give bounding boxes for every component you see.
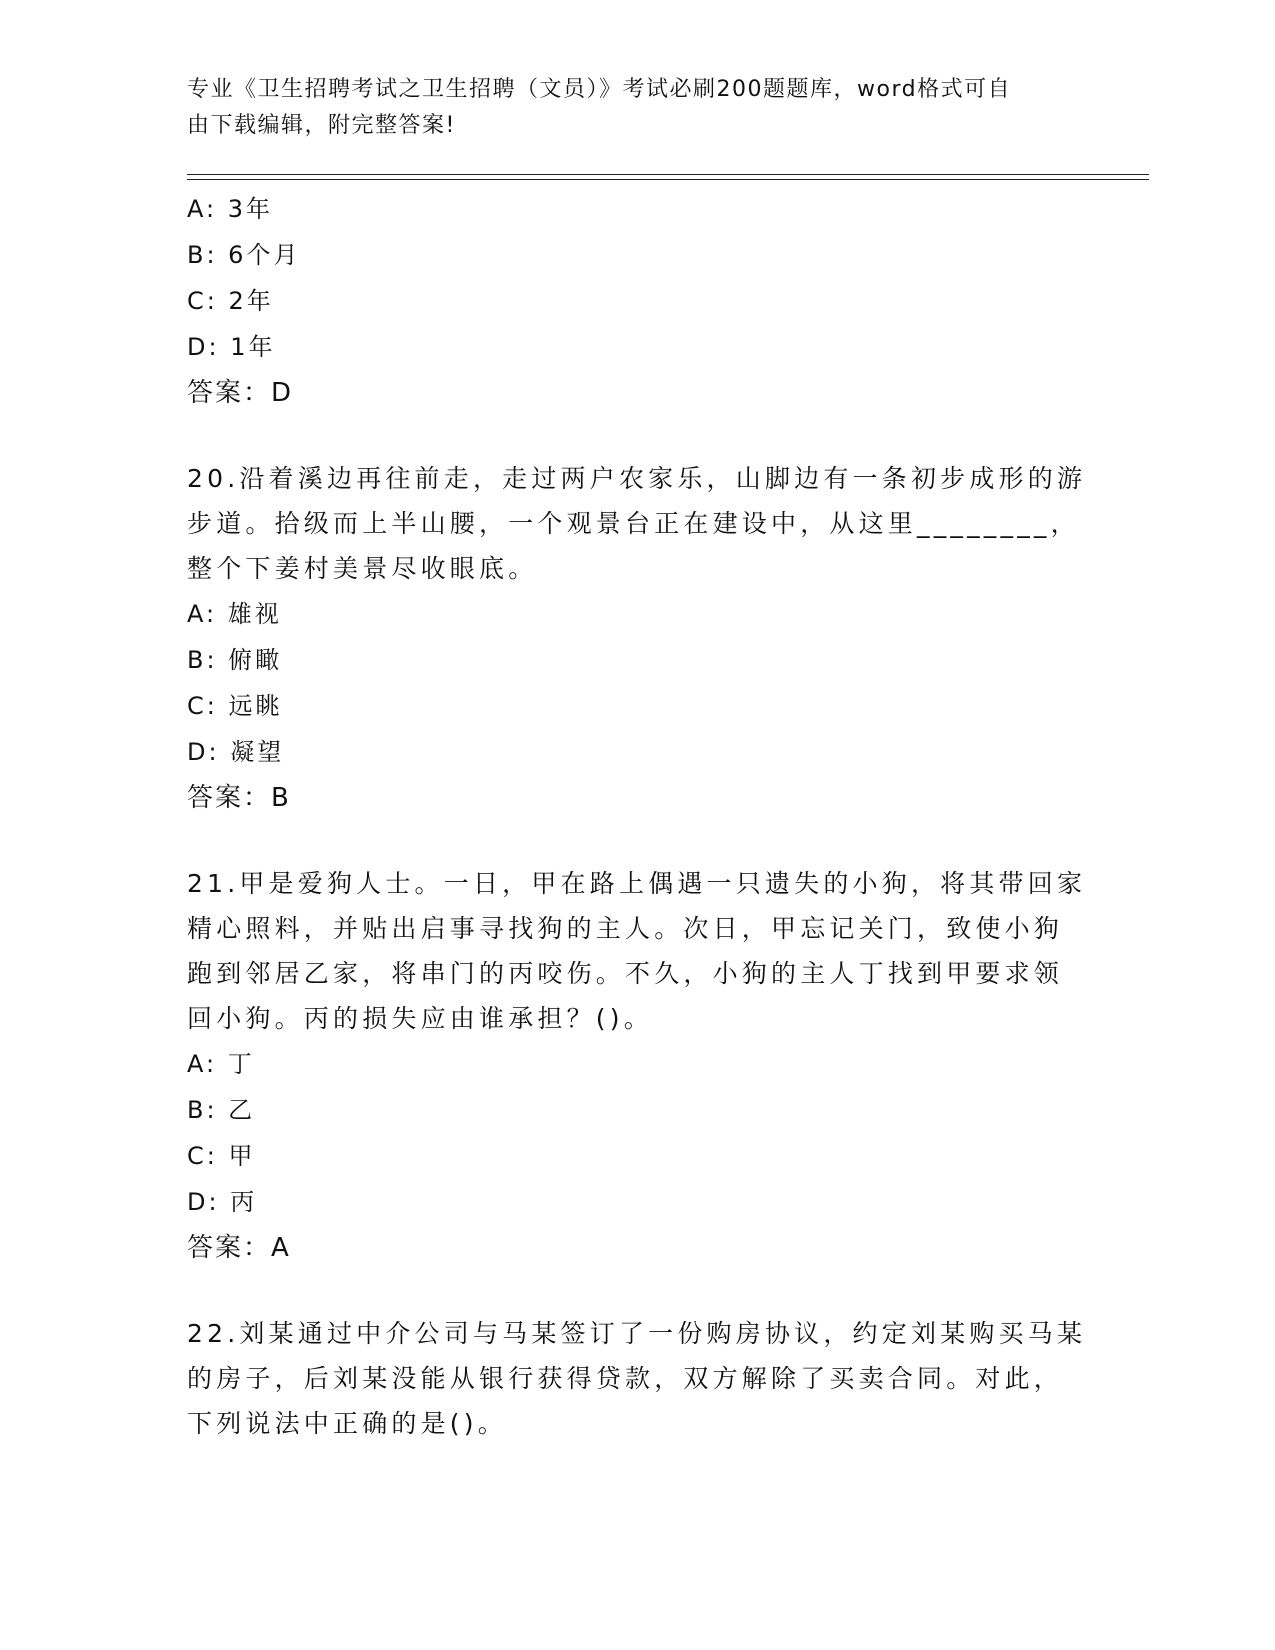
option-a: A: 雄视 bbox=[187, 600, 282, 628]
answer: 答案：D bbox=[187, 378, 294, 408]
header-divider-top bbox=[187, 174, 1149, 175]
answer: 答案：A bbox=[187, 1233, 291, 1263]
option-b: B: 6个月 bbox=[187, 241, 301, 269]
answer: 答案：B bbox=[187, 783, 291, 813]
stem-line: 整个下姜村美景尽收眼底。 bbox=[187, 554, 538, 583]
stem-line: 步道。拾级而上半山腰，一个观景台正在建设中，从这里________， bbox=[187, 509, 1080, 538]
question-19 bbox=[187, 186, 1087, 416]
stem-line: 22.刘某通过中介公司与马某签订了一份购房协议，约定刘某购买马某 bbox=[187, 1319, 1087, 1348]
question-stem bbox=[187, 861, 1087, 1041]
stem-line: 的房子，后刘某没能从银行获得贷款，双方解除了买卖合同。对此， bbox=[187, 1364, 1064, 1393]
stem-line: 下列说法中正确的是()。 bbox=[187, 1409, 507, 1438]
option-a: A: 3年 bbox=[187, 195, 273, 223]
option-c: C: 2年 bbox=[187, 287, 274, 315]
stem-line: 20.沿着溪边再往前走，走过两户农家乐，山脚边有一条初步成形的游 bbox=[187, 464, 1087, 493]
spacer bbox=[187, 821, 1087, 861]
option-a: A: 丁 bbox=[187, 1050, 255, 1078]
question-stem bbox=[187, 456, 1087, 591]
option-c: C: 甲 bbox=[187, 1142, 256, 1170]
option-d: D: 丙 bbox=[187, 1188, 258, 1216]
question-stem bbox=[187, 1311, 1087, 1446]
question-22 bbox=[187, 1311, 1087, 1446]
stem-line: 跑到邻居乙家，将串门的丙咬伤。不久，小狗的主人丁找到甲要求领 bbox=[187, 959, 1064, 988]
question-20 bbox=[187, 456, 1087, 821]
spacer bbox=[187, 1271, 1087, 1311]
document-header bbox=[187, 72, 1067, 144]
option-b: B: 俯瞰 bbox=[187, 646, 283, 674]
header-line-2: 由下载编辑，附完整答案! bbox=[187, 113, 456, 138]
question-21 bbox=[187, 861, 1087, 1271]
stem-line: 回小狗。丙的损失应由谁承担？()。 bbox=[187, 1004, 653, 1033]
option-d: D: 凝望 bbox=[187, 738, 285, 766]
question-list bbox=[187, 186, 1087, 1446]
spacer bbox=[187, 416, 1087, 456]
option-d: D: 1年 bbox=[187, 333, 276, 361]
header-divider-bottom bbox=[187, 179, 1149, 180]
option-c: C: 远眺 bbox=[187, 692, 283, 720]
option-b: B: 乙 bbox=[187, 1096, 256, 1124]
stem-line: 21.甲是爱狗人士。一日，甲在路上偶遇一只遗失的小狗，将其带回家 bbox=[187, 869, 1087, 898]
stem-line: 精心照料，并贴出启事寻找狗的主人。次日，甲忘记关门，致使小狗 bbox=[187, 914, 1064, 943]
header-line-1: 专业《卫生招聘考试之卫生招聘（文员）》考试必刷200题题库，word格式可自 bbox=[187, 77, 1012, 102]
